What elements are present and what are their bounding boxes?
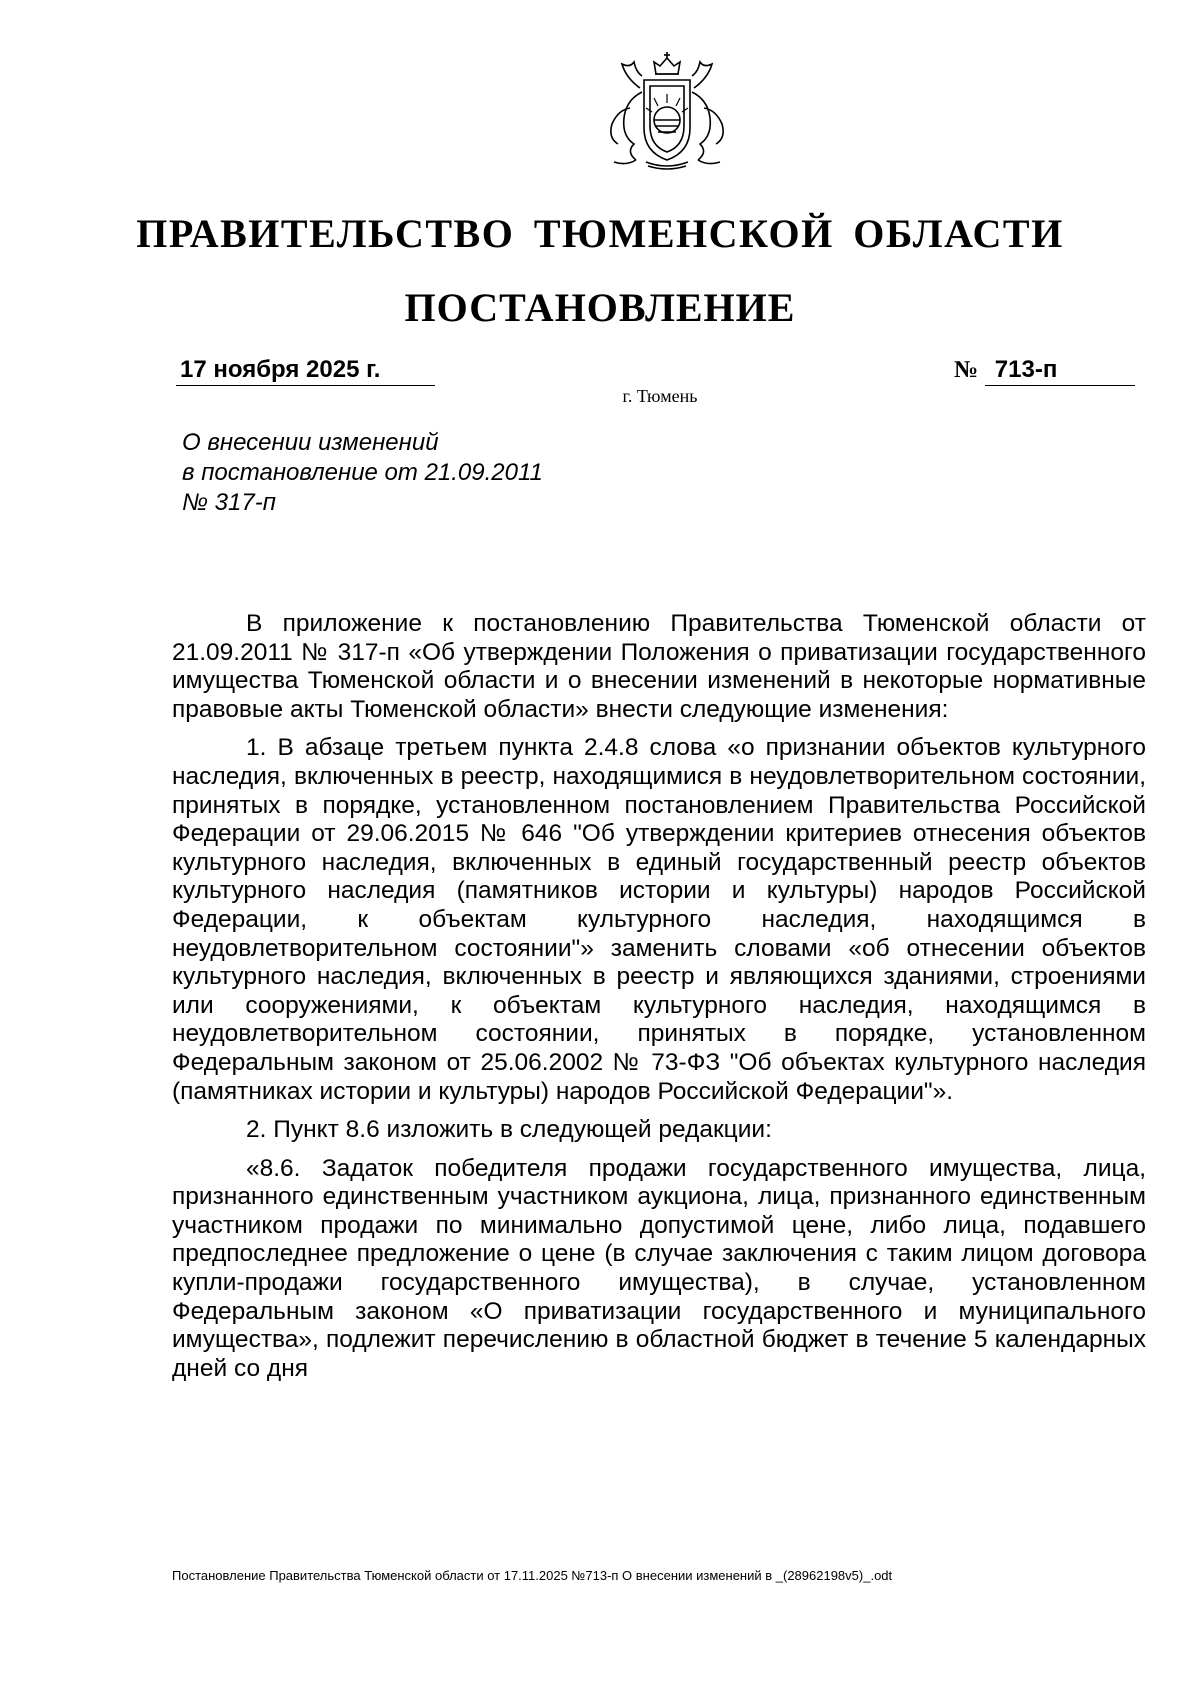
document-type: ПОСТАНОВЛЕНИЕ — [404, 285, 796, 330]
body-paragraph: В приложение к постановлению Правительства Тюменской области от 21.09.2011 № 317-п «Об утверждении Положения о приватизации государственного имущества Тюменской области и о внесении изменений в некоторые нормативные правовые акты Тюменской области» внести следующие изменения: — [172, 610, 1146, 723]
number-sign: № — [954, 357, 979, 383]
subject-line: в постановление от 21.09.2011 — [182, 459, 543, 486]
document-subject — [182, 428, 642, 518]
city-label: г. Тюмень — [622, 386, 698, 406]
body-paragraph: «8.6. Задаток победителя продажи государственного имущества, лица, признанного единственным участником аукциона, лица, признанного единственным участником продажи по минимально допустимой цене, либо лица, подавшего предпоследнее предложение о цене (в случае заключения с таким лицом договора купли-продажи государственного имущества), в случае, установленном Федеральным законом «О приватизации государственного и муниципального имущества», подлежит перечислению в областной бюджет в течение 5 календарных дней со дня — [172, 1154, 1146, 1382]
subject-line: О внесении изменений — [182, 429, 439, 456]
body-paragraph: 1. В абзаце третьем пункта 2.4.8 слова «о признании объектов культурного наследия, включенных в реестр, находящимися в неудовлетворительном состоянии, принятых в порядке, установленном постановлением Правительства Российской Федерации от 29.06.2015 № 646 "Об утверждении критериев отнесения объектов культурного наследия, включенных в единый государственный реестр объектов культурного наследия (памятников истории и культуры) народов Российской Федерации, к объектам культурного наследия, находящимся в неудовлетворительном состоянии"» заменить словами «об отнесении объектов культурного наследия, включенных в реестр и являющихся зданиями, строениями или сооружениями, к объектам культурного наследия, находящимся в неудовлетворительном состоянии, принятых в порядке, установленном Федеральным законом от 25.06.2002 № 73-ФЗ "Об объектах культурного наследия (памятниках истории и культуры) народов Российской Федерации"». — [172, 734, 1146, 1105]
number-value: 713-п — [985, 355, 1135, 386]
document-number — [954, 355, 1138, 386]
document-body — [172, 610, 1146, 1383]
government-title: ПРАВИТЕЛЬСТВО ТЮМЕНСКОЙ ОБЛАСТИ — [136, 211, 1064, 256]
page-footer: Постановление Правительства Тюменской области от 17.11.2025 №713-п О внесении изменений в _(28962198v5)_.odt — [172, 1568, 893, 1583]
coat-of-arms-icon — [596, 48, 738, 172]
subject-line: № 317-п — [182, 489, 276, 516]
body-paragraph: 2. Пункт 8.6 изложить в следующей редакции: — [246, 1116, 772, 1144]
document-date: 17 ноября 2025 г. — [176, 355, 435, 386]
